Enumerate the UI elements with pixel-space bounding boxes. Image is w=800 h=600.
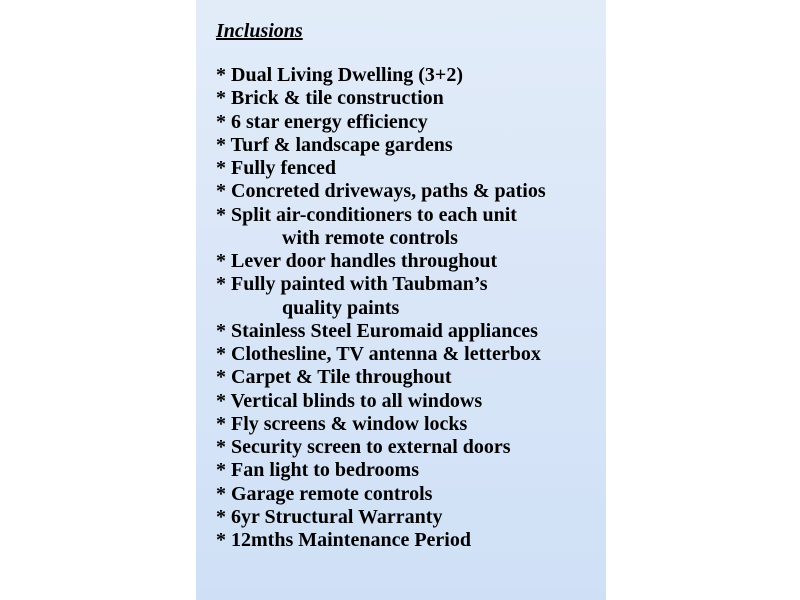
list-item-continuation: with remote controls bbox=[282, 226, 458, 249]
list-item-continuation: quality paints bbox=[282, 296, 400, 319]
list-item: * Fully painted with Taubman’s bbox=[216, 273, 488, 296]
list-item: * 12mths Maintenance Period bbox=[216, 529, 471, 551]
list-item: * Stainless Steel Euromaid appliances bbox=[216, 319, 538, 342]
list-item: * Lever door handles throughout bbox=[216, 250, 498, 272]
list-item: * Concreted driveways, paths & patios bbox=[216, 180, 546, 203]
list-item: * 6 star energy efficiency bbox=[216, 110, 428, 133]
list-item: * Brick & tile construction bbox=[216, 87, 444, 110]
inclusions-list bbox=[216, 64, 546, 552]
list-item: * Dual Living Dwelling (3+2) bbox=[216, 64, 463, 86]
list-item: * Split air-conditioners to each unit bbox=[216, 203, 517, 226]
list-item: * Fly screens & window locks bbox=[216, 412, 468, 435]
list-item: * Fan light to bedrooms bbox=[216, 459, 419, 482]
inclusions-title: Inclusions bbox=[216, 20, 303, 42]
list-item: * Vertical blinds to all windows bbox=[216, 389, 483, 412]
list-item: * Fully fenced bbox=[216, 157, 336, 179]
list-item: * Clothesline, TV antenna & letterbox bbox=[216, 343, 541, 365]
list-item: * Security screen to external doors bbox=[216, 436, 511, 458]
list-item: * Garage remote controls bbox=[216, 482, 433, 505]
list-item: * Turf & landscape gardens bbox=[216, 133, 453, 156]
list-item: * Carpet & Tile throughout bbox=[216, 366, 452, 389]
list-item: * 6yr Structural Warranty bbox=[216, 505, 443, 528]
